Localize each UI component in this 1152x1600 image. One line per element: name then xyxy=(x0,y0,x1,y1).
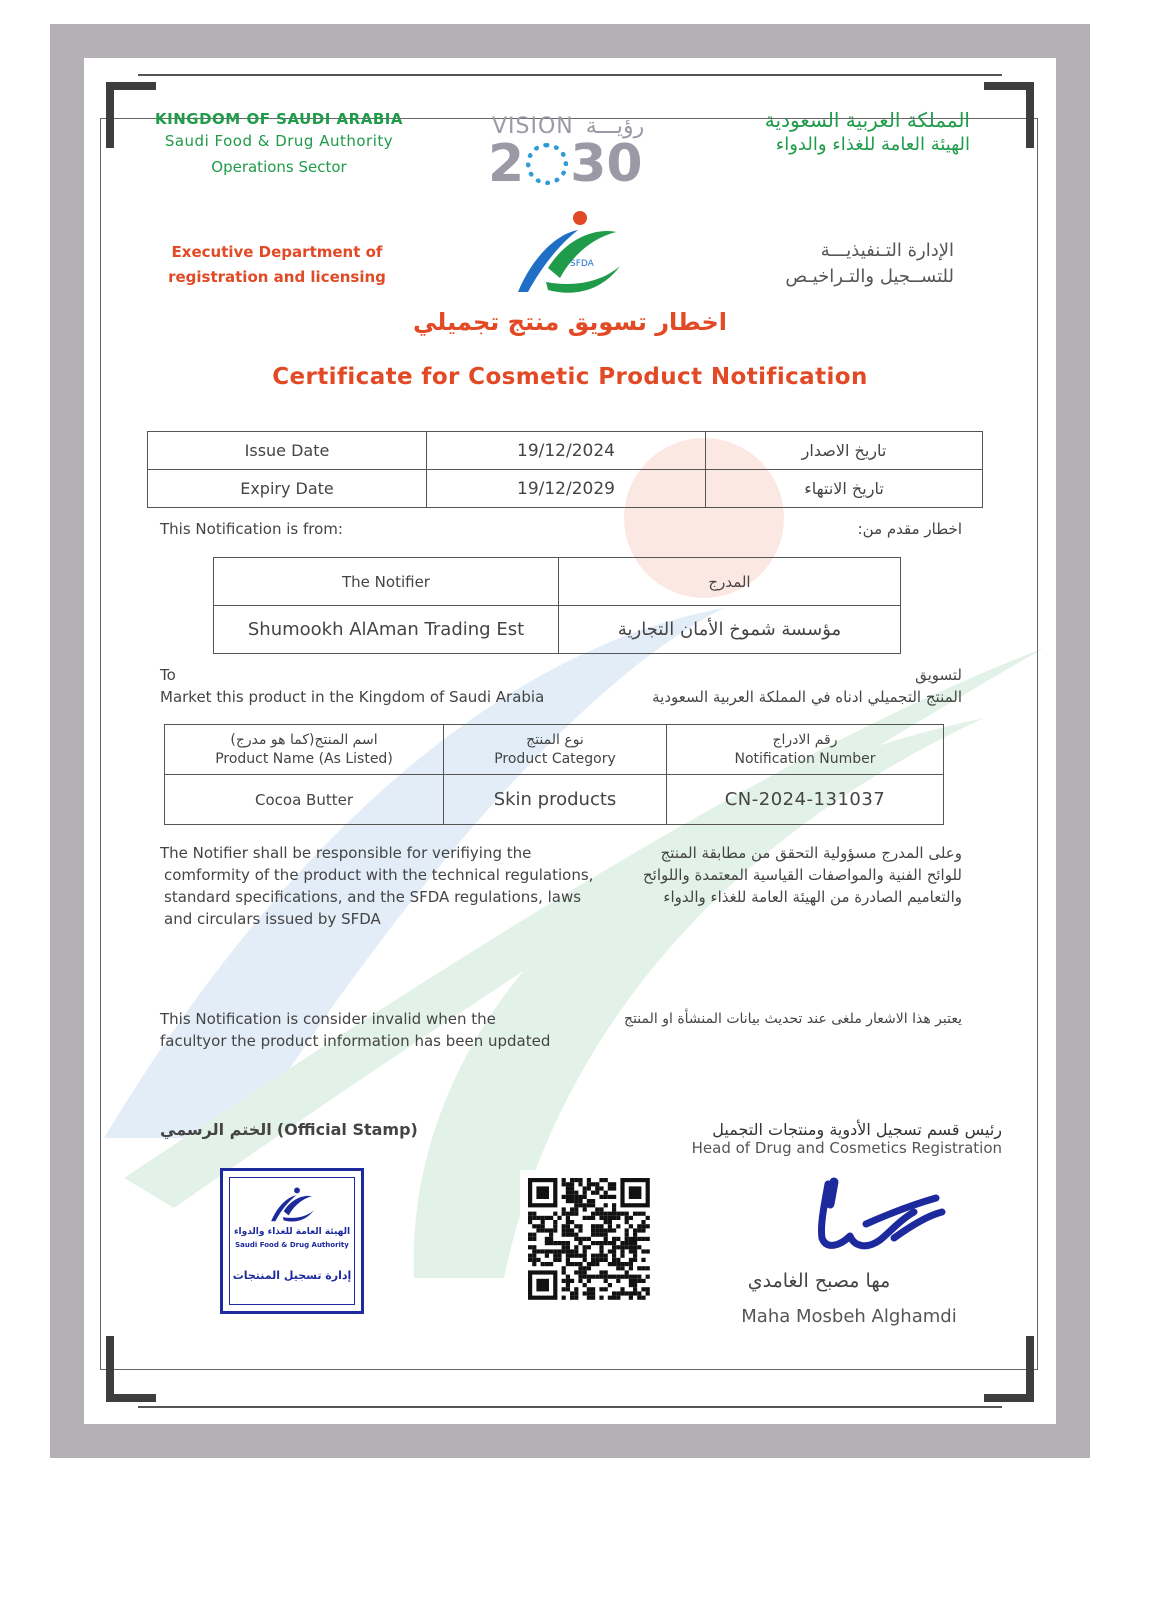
responsibility-ar xyxy=(584,842,962,908)
product-row xyxy=(165,775,944,825)
stamp-seal-ar: الهيئة العامة للغذاء والدواء xyxy=(233,1227,351,1237)
market-ar xyxy=(584,664,962,708)
expiry-date-value: 19/12/2029 xyxy=(427,470,706,508)
market-ar-line1: لتسويق xyxy=(915,666,962,684)
stamp-seal-dept: إدارة تسجيل المنتجات xyxy=(232,1269,352,1282)
dept-ar xyxy=(724,238,954,290)
issue-date-label-en: Issue Date xyxy=(148,432,427,470)
notifier-header-en: The Notifier xyxy=(214,558,559,606)
market-en-line2: Market this product in the Kingdom of Saudi Arabia xyxy=(160,688,545,706)
frame-bottom-line xyxy=(138,1406,1002,1408)
signatory-name-ar: مها مصبح الغامدي xyxy=(747,1270,891,1292)
stamp-logo-icon xyxy=(267,1185,317,1225)
frame-top-line xyxy=(138,74,1002,76)
responsibility-ar-line3: والتعاميم الصادرة من الهيئة العامة للغذاء والدواء xyxy=(663,888,962,906)
certificate-page xyxy=(84,58,1056,1424)
product-category-header-ar: نوع المنتج xyxy=(526,731,584,748)
product-category: Skin products xyxy=(444,775,667,825)
signatory-name-en: Maha Mosbeh Alghamdi xyxy=(741,1306,957,1327)
authority-ar: الهيئة العامة للغذاء والدواء xyxy=(775,134,970,155)
corner-ornament-bottom-right xyxy=(984,1336,1034,1402)
sfda-logo-text: SFDA xyxy=(570,259,594,269)
vision-emblem-icon xyxy=(526,143,568,185)
vision-year-b: 30 xyxy=(570,134,643,194)
signature-icon xyxy=(804,1176,954,1276)
sfda-logo-icon xyxy=(508,208,628,298)
authority-en: Saudi Food & Drug Authority xyxy=(164,132,394,150)
signatory-title xyxy=(644,1120,1002,1157)
dept-ar-line1: الإدارة التـنفيذيـــة xyxy=(820,240,954,261)
product-header-row xyxy=(165,725,944,775)
product-name-header xyxy=(165,725,444,775)
notifier-name-row xyxy=(214,606,901,654)
notification-number: CN-2024-131037 xyxy=(667,775,944,825)
stamp-label-en: (Official Stamp) xyxy=(276,1120,418,1139)
vision-year-a: 2 xyxy=(488,134,525,194)
invalid-ar: يعتبر هذا الاشعار ملغى عند تحديث بيانات المنشأة او المنتج xyxy=(624,1011,962,1027)
notifier-name-ar: مؤسسة شموخ الأمان التجارية xyxy=(559,606,901,654)
expiry-date-row xyxy=(148,470,983,508)
qr-code-icon xyxy=(520,1170,658,1308)
product-name-header-ar: اسم المنتج(كما هو مدرج) xyxy=(230,731,378,748)
from-ar: اخطار مقدم من: xyxy=(857,520,962,538)
corner-ornament-top-right xyxy=(984,82,1034,148)
title-en: Certificate for Cosmetic Product Notification xyxy=(272,364,868,390)
signatory-title-en: Head of Drug and Cosmetics Registration xyxy=(691,1139,1002,1157)
market-en-line1: To xyxy=(160,666,176,684)
kingdom-en: KINGDOM OF SAUDI ARABIA xyxy=(155,110,403,128)
dept-en-line2: registration and licensing xyxy=(168,268,386,286)
notification-number-header xyxy=(667,725,944,775)
official-stamp-label xyxy=(160,1120,418,1139)
responsibility-en-line2: comformity of the product with the technical regulations, xyxy=(164,866,594,884)
responsibility-ar-line2: للوائح الفنية والمواصفات القياسية المعتمدة واللوائح xyxy=(642,866,962,884)
dept-ar-line2: للتســجيل والتـراخيـص xyxy=(785,266,954,287)
market-ar-line2: المنتج التجميلي ادناه في المملكة العربية السعودية xyxy=(652,688,962,706)
corner-ornament-bottom-left xyxy=(106,1336,156,1402)
signatory-title-ar: رئيس قسم تسجيل الأدوية ومنتجات التجميل xyxy=(712,1120,1002,1139)
issue-date-value: 19/12/2024 xyxy=(427,432,706,470)
responsibility-en xyxy=(160,842,600,930)
dates-table xyxy=(147,431,983,508)
product-name-header-en: Product Name (As Listed) xyxy=(215,750,393,767)
title-ar: اخطار تسويق منتج تجميلي xyxy=(413,308,727,336)
notification-number-header-ar: رقم الادراج xyxy=(772,731,838,748)
notification-number-header-en: Notification Number xyxy=(734,750,876,767)
responsibility-en-line1: The Notifier shall be responsible for verifiying the xyxy=(160,844,532,862)
notifier-name-en: Shumookh AlAman Trading Est xyxy=(214,606,559,654)
sector-en: Operations Sector xyxy=(211,158,347,176)
vision-2030-logo xyxy=(488,112,648,192)
issue-date-label-ar: تاريخ الاصدار xyxy=(706,432,983,470)
product-table xyxy=(164,724,944,825)
product-category-header-en: Product Category xyxy=(494,750,616,767)
invalid-en-line2: facultyor the product information has been updated xyxy=(160,1032,551,1050)
product-name: Cocoa Butter xyxy=(165,775,444,825)
invalid-en-line1: This Notification is consider invalid when the xyxy=(160,1010,496,1028)
header-right xyxy=(704,108,970,155)
responsibility-en-line4: and circulars issued by SFDA xyxy=(164,910,381,928)
responsibility-en-line3: standard specifications, and the SFDA regulations, laws xyxy=(164,888,582,906)
issue-date-row xyxy=(148,432,983,470)
invalid-en xyxy=(160,1008,580,1052)
stamp-seal-en: Saudi Food & Drug Authority xyxy=(235,1241,349,1249)
kingdom-ar: المملكة العربية السعودية xyxy=(764,108,970,132)
responsibility-ar-line1: وعلى المدرج مسؤولية التحقق من مطابقة المنتج xyxy=(660,844,962,862)
expiry-date-label-en: Expiry Date xyxy=(148,470,427,508)
market-en xyxy=(160,664,544,708)
expiry-date-label-ar: تاريخ الانتهاء xyxy=(706,470,983,508)
notifier-header-row xyxy=(214,558,901,606)
notifier-table xyxy=(213,557,901,654)
dept-en-line1: Executive Department of xyxy=(171,243,383,261)
vision-arabic: رؤيـــة xyxy=(585,114,645,139)
official-stamp xyxy=(220,1168,364,1314)
stamp-label-ar: الختم الرسمي xyxy=(160,1120,272,1139)
from-en: This Notification is from: xyxy=(160,520,343,538)
notifier-header-ar: المدرج xyxy=(559,558,901,606)
vision-word: VISION xyxy=(492,114,574,139)
header-left xyxy=(144,110,414,176)
dept-en xyxy=(144,240,410,290)
product-category-header xyxy=(444,725,667,775)
